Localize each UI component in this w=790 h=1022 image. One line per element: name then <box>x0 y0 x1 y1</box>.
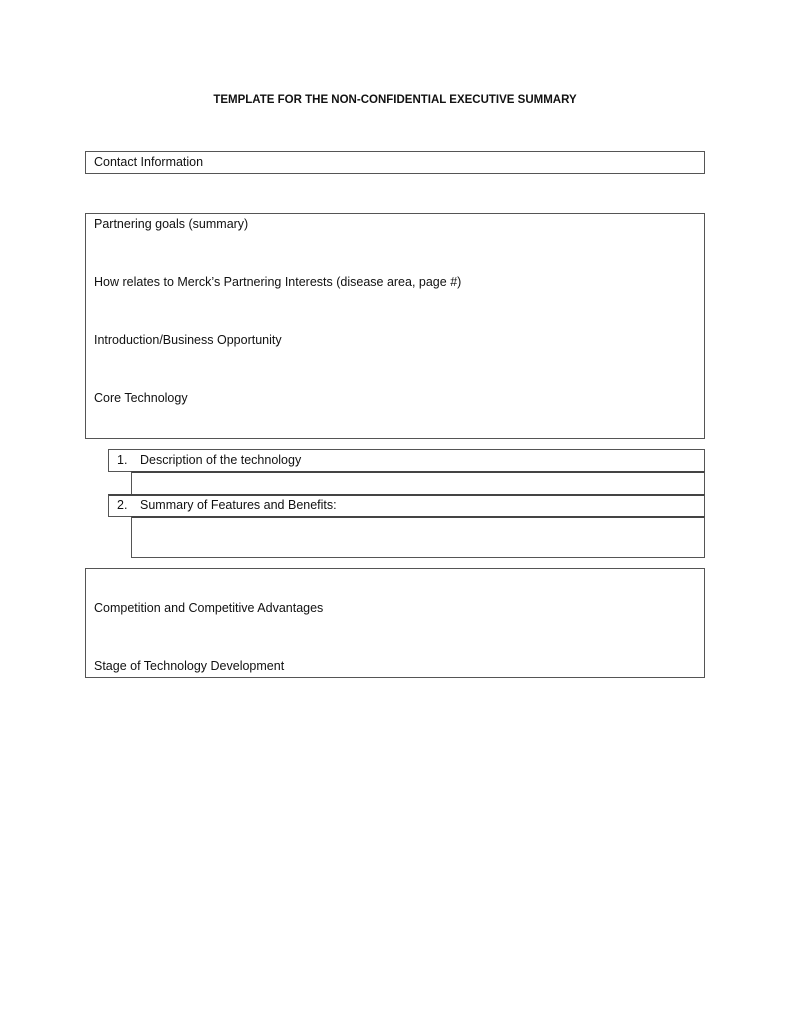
item-2-label: Summary of Features and Benefits: <box>140 498 337 512</box>
item-1-number: 1. <box>117 453 128 467</box>
merck-interests-label: How relates to Merck’s Partnering Interests (disease area, page #) <box>94 275 462 289</box>
numbered-item-2-header <box>108 494 705 517</box>
stage-of-development-label: Stage of Technology Development <box>94 659 285 673</box>
features-benefits-input-area[interactable] <box>131 516 705 558</box>
document-title: TEMPLATE FOR THE NON-CONFIDENTIAL EXECUTIVE SUMMARY <box>213 94 577 106</box>
competition-label: Competition and Competitive Advantages <box>94 601 324 615</box>
item-1-label: Description of the technology <box>140 453 302 467</box>
partnering-goals-label: Partnering goals (summary) <box>94 217 249 231</box>
business-opportunity-label: Introduction/Business Opportunity <box>94 333 282 347</box>
description-input-area[interactable] <box>131 471 705 495</box>
main-summary-box[interactable] <box>85 213 705 439</box>
competition-stage-box[interactable] <box>85 568 705 678</box>
contact-information-box[interactable] <box>85 151 705 174</box>
numbered-item-1-header <box>108 449 705 472</box>
item-2-number: 2. <box>117 498 128 512</box>
core-technology-label: Core Technology <box>94 391 188 405</box>
contact-information-label: Contact Information <box>94 155 204 169</box>
